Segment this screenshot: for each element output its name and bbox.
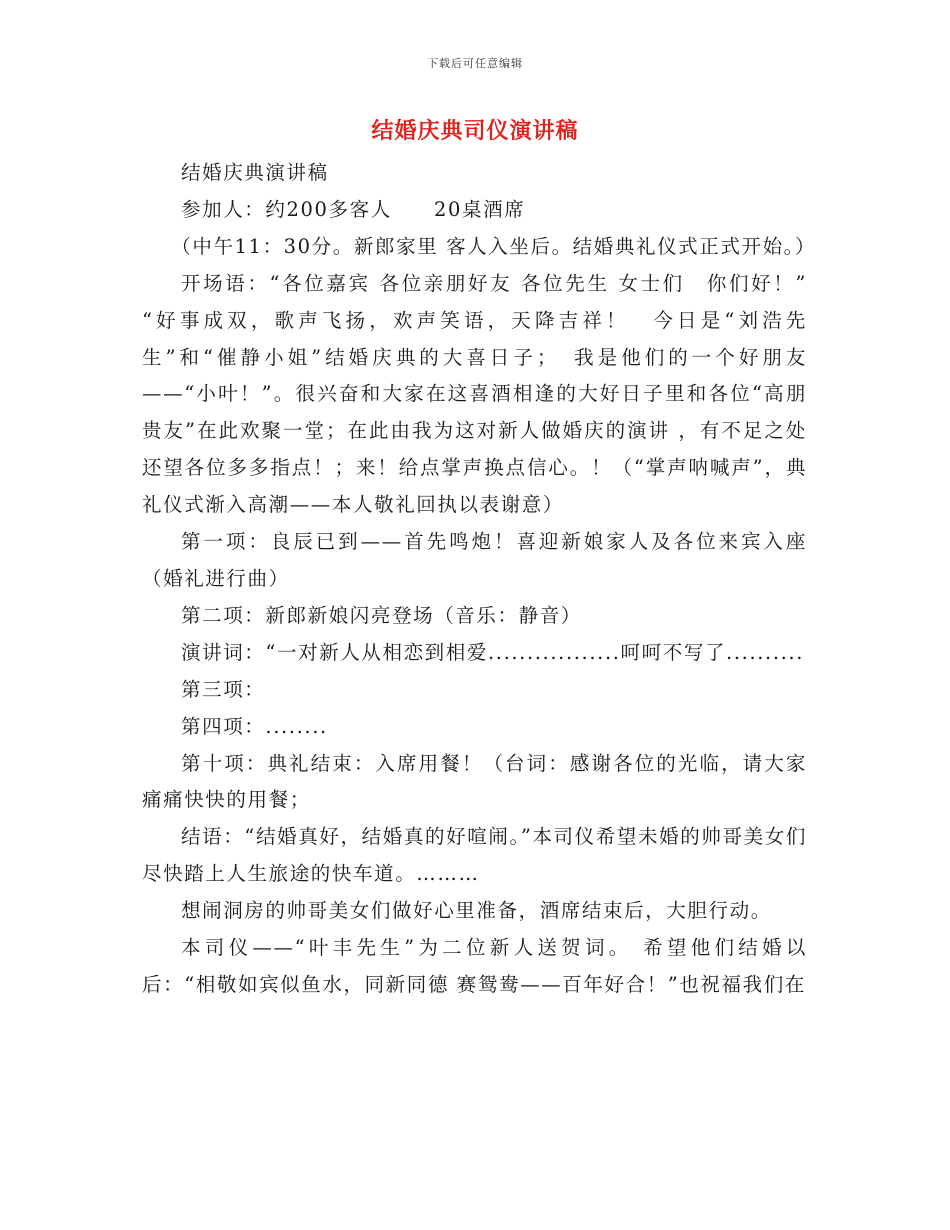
paragraph-speech: 演讲词：“一对新人从相恋到相爱.................呵呵不写了.......... [181, 640, 805, 664]
paragraph-item-10: 第十项：典礼结束：入席用餐！（台词：感谢各位的光临，请大家痛痛快快的用餐； [142, 751, 807, 812]
paragraph-item-4: 第四项：........ [181, 714, 328, 738]
paragraph-attendees: 参加人：约200多客人 20桌酒席 [181, 197, 526, 221]
paragraph-time-note: （中午11：30分。新郎家里 客人入坐后。结婚典礼仪式正式开始。） [171, 234, 817, 258]
document-body [142, 155, 817, 1004]
paragraph-subtitle: 结婚庆典演讲稿 [181, 161, 329, 184]
paragraph-blessing: 本司仪——“叶丰先生”为二位新人送贺词。 希望他们结婚以后：“相敬如宾似鱼水，同新同德 赛鸳鸯——百年好合！”也祝福我们在 [142, 936, 807, 996]
paragraph-closing: 结语：“结婚真好，结婚真的好喧闹。”本司仪希望未婚的帅哥美女们尽快踏上人生旅途的快车道。……… [142, 825, 807, 886]
page-header-note: 下载后可任意编辑 [427, 57, 523, 70]
paragraph-bridal-chamber: 想闹洞房的帅哥美女们做好心里准备，酒席结束后，大胆行动。 [181, 899, 772, 923]
paragraph-item-2: 第二项：新郎新娘闪亮登场（音乐：静音） [181, 603, 582, 627]
paragraph-item-1: 第一项：良辰已到——首先鸣炮！喜迎新娘家人及各位来宾入座（婚礼进行曲） [142, 530, 807, 590]
paragraph-item-3: 第三项： [181, 677, 266, 701]
document-title: 结婚庆典司仪演讲稿 [371, 118, 579, 144]
paragraph-opening: 开场语：“各位嘉宾 各位亲朋好友 各位先生 女士们 你们好！” “好事成双，歌声飞扬，欢声笑语，天降吉祥！ 今日是“刘浩先生”和“催静小姐”结婚庆典的大喜日子； 我是他们的一个好朋友——“小叶！”。很兴奋和大家在这喜酒相逢的大好日子里和各位“高朋贵友”在此欢聚一堂；在此由我为这对新人做婚庆的演讲 ，有不足之处还望各位多多指点！；来！给点掌声换点信心。！（“掌声呐喊声”，典礼仪式渐入高潮——本人敬礼回执以表谢意） [142, 271, 807, 517]
